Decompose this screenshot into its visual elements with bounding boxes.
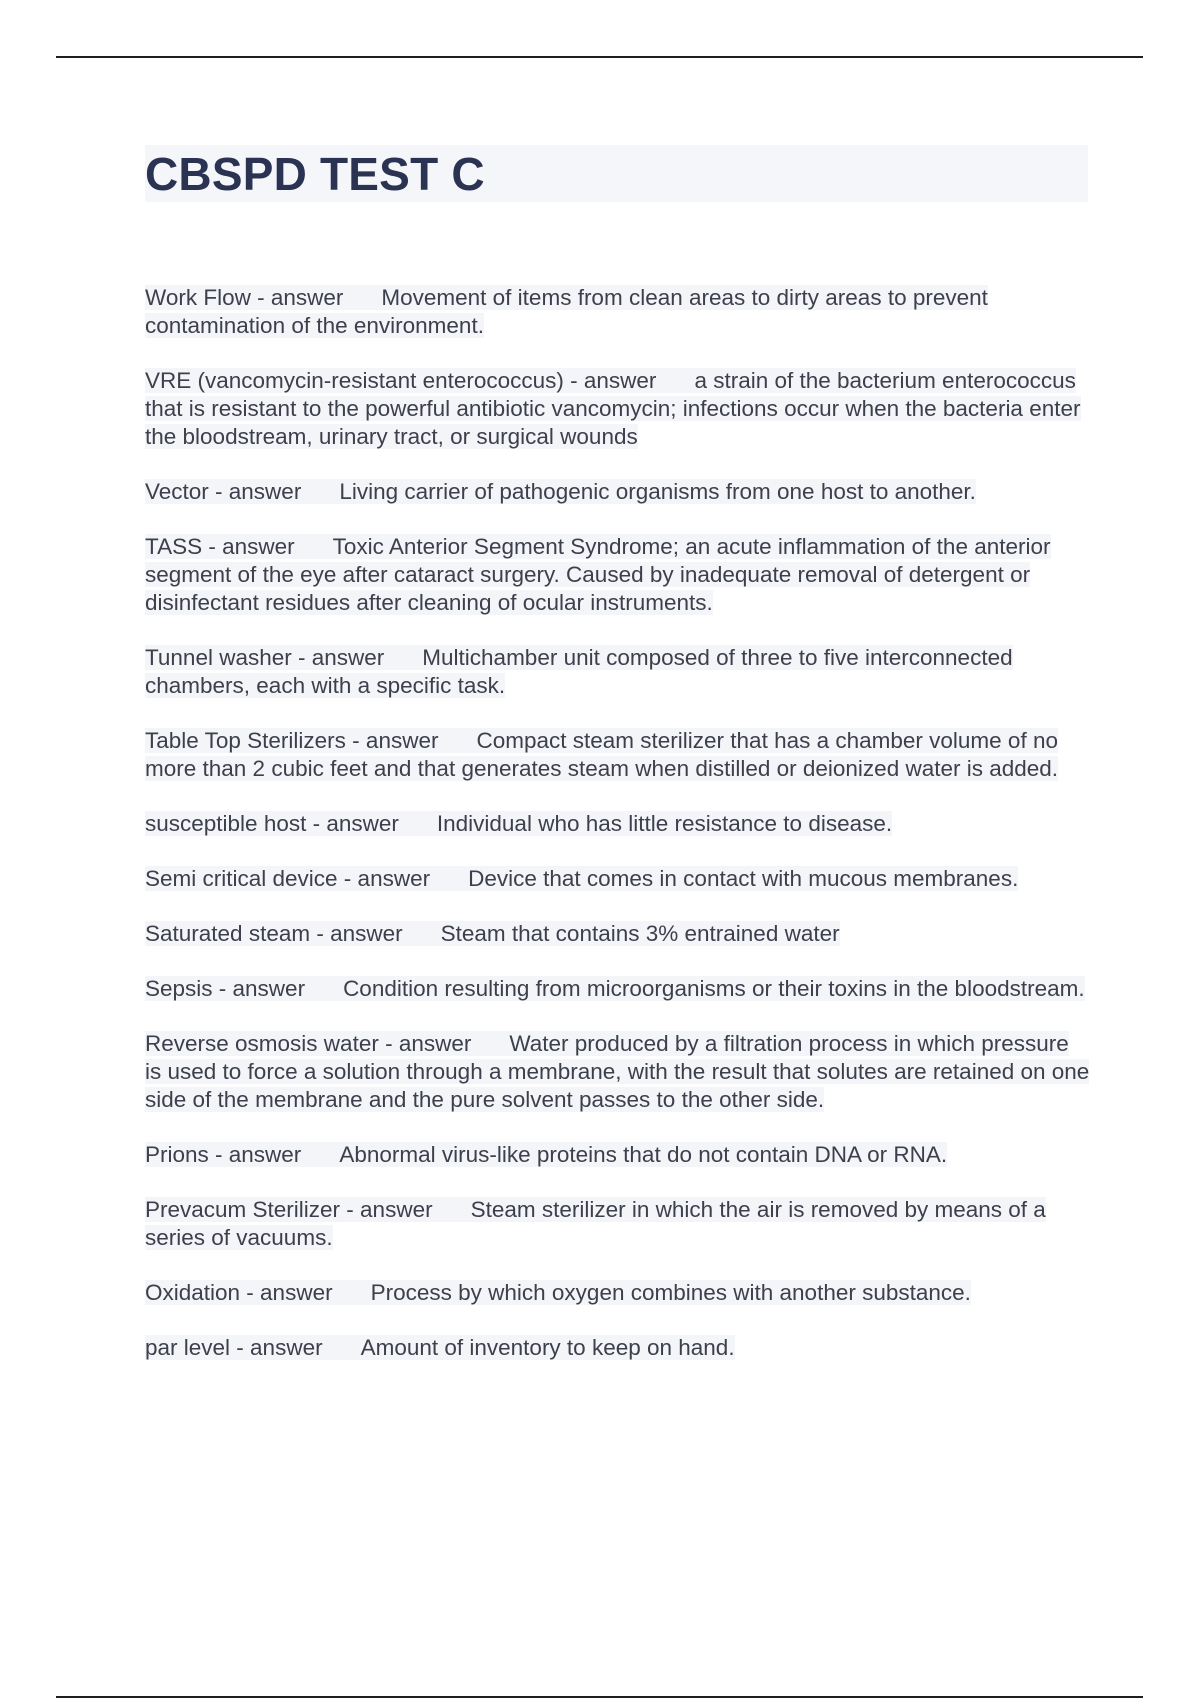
qa-term: Prevacum Sterilizer - answer (145, 1197, 433, 1222)
qa-definition: Living carrier of pathogenic organisms from one host to another. (339, 479, 976, 504)
qa-item (145, 533, 1090, 617)
qa-item (145, 975, 1090, 1003)
qa-definition: Device that comes in contact with mucous membranes. (468, 866, 1019, 891)
qa-definition: Movement of items from clean areas to dirty areas to prevent contamination of the environment. (145, 285, 988, 338)
qa-term: VRE (vancomycin-resistant enterococcus) - answer (145, 368, 657, 393)
top-divider (56, 56, 1143, 58)
qa-list (145, 284, 1090, 1389)
qa-item (145, 865, 1090, 893)
qa-definition: Amount of inventory to keep on hand. (360, 1335, 735, 1360)
qa-definition: Process by which oxygen combines with another substance. (370, 1280, 971, 1305)
qa-item (145, 810, 1090, 838)
qa-term: TASS - answer (145, 534, 295, 559)
qa-item (145, 727, 1090, 783)
qa-definition: Steam sterilizer in which the air is removed by means of a series of vacuums. (145, 1197, 1046, 1250)
qa-definition: Multichamber unit composed of three to five interconnected chambers, each with a specific task. (145, 645, 1013, 698)
qa-item (145, 1030, 1090, 1114)
qa-item (145, 644, 1090, 700)
qa-item (145, 478, 1090, 506)
qa-term: Prions - answer (145, 1142, 302, 1167)
qa-term: Oxidation - answer (145, 1280, 333, 1305)
qa-term: par level - answer (145, 1335, 323, 1360)
qa-term: Semi critical device - answer (145, 866, 431, 891)
qa-item (145, 284, 1090, 340)
qa-term: Saturated steam - answer (145, 921, 403, 946)
qa-term: Reverse osmosis water - answer (145, 1031, 472, 1056)
qa-definition: Individual who has little resistance to disease. (436, 811, 893, 836)
qa-definition: Steam that contains 3% entrained water (440, 921, 840, 946)
qa-item (145, 1334, 1090, 1362)
qa-term: Vector - answer (145, 479, 302, 504)
qa-definition: Abnormal virus-like proteins that do not contain DNA or RNA. (339, 1142, 948, 1167)
qa-definition: Toxic Anterior Segment Syndrome; an acute inflammation of the anterior segment of the eye after cataract surgery. Caused by inadequate removal of detergent or disinfectant residues after cleaning of ocular instruments. (145, 534, 1051, 615)
qa-term: Work Flow - answer (145, 285, 344, 310)
qa-definition: Condition resulting from microorganisms or their toxins in the bloodstream. (343, 976, 1085, 1001)
qa-item (145, 1196, 1090, 1252)
qa-definition: Compact steam sterilizer that has a chamber volume of no more than 2 cubic feet and that generates steam when distilled or deionized water is added. (145, 728, 1059, 781)
qa-item (145, 367, 1090, 451)
qa-item (145, 1141, 1090, 1169)
qa-term: Sepsis - answer (145, 976, 306, 1001)
qa-definition: Water produced by a filtration process in which pressure is used to force a solution through a membrane, with the result that solutes are retained on one side of the membrane and the pure solvent passes to the other side. (145, 1031, 1090, 1112)
document-title: CBSPD TEST C (145, 148, 485, 200)
qa-term: susceptible host - answer (145, 811, 399, 836)
bottom-divider (56, 1696, 1143, 1698)
qa-item (145, 1279, 1090, 1307)
qa-term: Tunnel washer - answer (145, 645, 385, 670)
qa-term: Table Top Sterilizers - answer (145, 728, 439, 753)
qa-item (145, 920, 1090, 948)
qa-definition: a strain of the bacterium enterococcus that is resistant to the powerful antibiotic vancomycin; infections occur when the bacteria enter the bloodstream, urinary tract, or surgical wounds (145, 368, 1081, 449)
